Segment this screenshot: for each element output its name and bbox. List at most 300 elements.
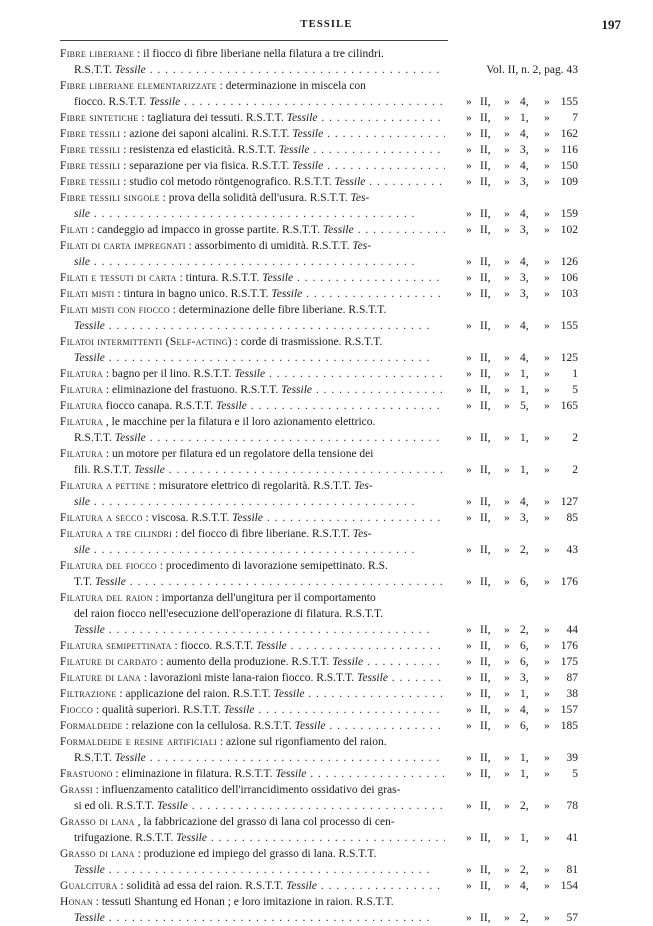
- entry-reference: [458, 878, 578, 894]
- journal-name: Tessile: [133, 464, 165, 476]
- entry-reference: [458, 462, 578, 478]
- entry-reference: [458, 686, 578, 702]
- entry-heading: Fibre tessili: [60, 160, 121, 172]
- issue-number: 1,: [520, 832, 529, 844]
- journal-name: sile: [74, 256, 90, 268]
- ditto-mark: »: [504, 224, 510, 236]
- page-reference: 155: [560, 320, 578, 332]
- entry-text: : tintura in bagno unico. R.S.T.T.: [117, 288, 269, 300]
- entry-heading: Filatura: [60, 448, 104, 460]
- entry-line: [60, 782, 400, 798]
- entry-text: : del fiocco di fibre liberiane. R.S.T.T.: [175, 528, 350, 540]
- entry-reference: [458, 766, 578, 782]
- entry-text: : qualità superiori. R.S.T.T.: [95, 704, 221, 716]
- index-entry: [0, 894, 653, 926]
- page-reference: 57: [566, 912, 578, 924]
- ditto-mark: »: [504, 160, 510, 172]
- ditto-mark: »: [504, 752, 510, 764]
- page-reference: 175: [560, 656, 578, 668]
- entry-reference: [458, 318, 578, 334]
- page-reference: 116: [561, 144, 578, 156]
- entry-reference: [458, 654, 578, 670]
- entry-line: [74, 830, 445, 846]
- volume-number: II,: [480, 672, 491, 684]
- issue-number: 2,: [520, 544, 529, 556]
- volume-number: II,: [480, 144, 491, 156]
- journal-name: Tessile: [286, 880, 317, 892]
- ditto-mark: »: [466, 320, 472, 332]
- index-entry: [0, 814, 653, 846]
- journal-name: Tes-: [352, 240, 372, 252]
- entry-line: [74, 622, 445, 638]
- volume-number: II,: [480, 880, 491, 892]
- ditto-mark: »: [466, 256, 472, 268]
- entry-heading: Grasso di lana: [60, 848, 135, 860]
- index-entry: [0, 110, 653, 126]
- entry-reference: [458, 270, 578, 286]
- entry-text: fiocco. R.S.T.T.: [74, 96, 147, 108]
- index-entry: [0, 366, 653, 382]
- ditto-mark: »: [466, 144, 472, 156]
- ditto-mark: »: [504, 656, 510, 668]
- volume-number: II,: [480, 112, 491, 124]
- entry-text: : tintura. R.S.T.T.: [179, 272, 260, 284]
- issue-number: 1,: [520, 432, 529, 444]
- entry-line: [60, 174, 445, 190]
- issue-number: 3,: [520, 144, 529, 156]
- entry-text: : produzione ed impiego del grasso di lana. R.S.T.T.: [137, 848, 377, 860]
- header-rule: [60, 40, 448, 41]
- entry-reference: [458, 574, 578, 590]
- volume-number: II,: [480, 544, 491, 556]
- entry-text: : corde di trasmissione. R.S.T.T.: [234, 336, 383, 348]
- journal-name: Tessile: [292, 160, 324, 172]
- volume-number: II,: [480, 512, 491, 524]
- ditto-mark: »: [544, 176, 550, 188]
- entry-line: [60, 670, 445, 686]
- entry-line: [74, 350, 445, 366]
- ditto-mark: »: [466, 160, 472, 172]
- volume-number: II,: [480, 368, 491, 380]
- entry-line: [60, 222, 445, 238]
- ditto-mark: »: [466, 176, 472, 188]
- page-reference: 2: [572, 432, 578, 444]
- volume-number: II,: [480, 176, 491, 188]
- page-reference: 87: [566, 672, 578, 684]
- journal-name: Tessile: [294, 720, 326, 732]
- ditto-mark: »: [466, 368, 472, 380]
- ditto-mark: »: [466, 576, 472, 588]
- page-reference: 2: [572, 464, 578, 476]
- issue-number: 1,: [520, 112, 529, 124]
- ditto-mark: »: [466, 832, 472, 844]
- index-entry: [0, 78, 653, 110]
- entry-reference: [458, 110, 578, 126]
- entry-reference: [458, 366, 578, 382]
- entry-line: [74, 494, 445, 510]
- ditto-mark: »: [544, 544, 550, 556]
- journal-name: sile: [74, 544, 90, 556]
- entry-line: [60, 846, 376, 862]
- ditto-mark: »: [544, 640, 550, 652]
- entry-reference: [458, 254, 578, 270]
- issue-number: 2,: [520, 864, 529, 876]
- ditto-mark: »: [544, 144, 550, 156]
- index-entry: [0, 478, 653, 510]
- issue-number: 4,: [520, 208, 529, 220]
- journal-name: Tessile: [215, 400, 247, 412]
- page-number: 197: [601, 17, 621, 32]
- index-entry: [0, 878, 653, 894]
- entry-reference: [458, 286, 578, 302]
- entry-reference: [458, 798, 578, 814]
- ditto-mark: »: [504, 320, 510, 332]
- ditto-mark: »: [504, 384, 510, 396]
- page-reference: 150: [560, 160, 578, 172]
- page-reference: 103: [560, 288, 578, 300]
- entry-heading: Filatura a secco: [60, 512, 143, 524]
- page-reference: 159: [560, 208, 578, 220]
- entry-heading: Filati misti: [60, 288, 115, 300]
- entry-line: [60, 638, 445, 654]
- volume-number: II,: [480, 832, 491, 844]
- issue-number: 3,: [520, 176, 529, 188]
- ditto-mark: »: [504, 576, 510, 588]
- page-reference: 155: [560, 96, 578, 108]
- issue-number: 3,: [520, 288, 529, 300]
- ditto-mark: »: [544, 880, 550, 892]
- ditto-mark: »: [504, 864, 510, 876]
- ditto-mark: »: [466, 768, 472, 780]
- volume-number: II,: [480, 432, 491, 444]
- journal-name: Tessile: [275, 768, 307, 780]
- entry-heading: Frastuono: [60, 768, 113, 780]
- ditto-mark: »: [466, 96, 472, 108]
- ditto-mark: »: [466, 720, 472, 732]
- entry-line: [60, 238, 371, 254]
- page-reference: 125: [560, 352, 578, 364]
- entry-text: trifugazione. R.S.T.T.: [74, 832, 174, 844]
- ditto-mark: »: [504, 464, 510, 476]
- volume-number: II,: [480, 768, 491, 780]
- ditto-mark: »: [504, 880, 510, 892]
- entry-heading: Fibre tessili singole: [60, 192, 160, 204]
- entry-text: : separazione per via fisica. R.S.T.T.: [123, 160, 290, 172]
- journal-name: Tessile: [232, 512, 263, 524]
- index-entry: [0, 558, 653, 590]
- ditto-mark: »: [466, 464, 472, 476]
- entry-line: [60, 382, 445, 398]
- ditto-mark: »: [466, 432, 472, 444]
- entry-reference: [458, 350, 578, 366]
- volume-number: II,: [480, 128, 491, 140]
- entry-line: [74, 462, 445, 478]
- entry-text: : bagno per il lino. R.S.T.T.: [105, 368, 232, 380]
- page-reference: 5: [572, 768, 578, 780]
- page-reference: 106: [560, 272, 578, 284]
- entry-text: : determinazione in miscela con: [219, 80, 366, 92]
- entry-line: [60, 302, 386, 318]
- page-reference: 7: [572, 112, 578, 124]
- entry-text: : aumento della produzione. R.S.T.T.: [160, 656, 330, 668]
- ditto-mark: »: [544, 464, 550, 476]
- entry-text: si ed oli. R.S.T.T.: [74, 800, 155, 812]
- ditto-mark: »: [466, 656, 472, 668]
- entry-text: : eliminazione in filatura. R.S.T.T.: [115, 768, 273, 780]
- journal-name: Tessile: [74, 912, 105, 924]
- ditto-mark: »: [544, 368, 550, 380]
- ditto-mark: »: [504, 672, 510, 684]
- ditto-mark: »: [466, 272, 472, 284]
- entry-heading: Filatura: [60, 368, 104, 380]
- entry-heading: Filatoi intermittenti (Self-acting): [60, 336, 232, 348]
- journal-name: Tessile: [74, 352, 105, 364]
- ditto-mark: »: [466, 400, 472, 412]
- volume-number: II,: [480, 496, 491, 508]
- entry-reference: [458, 702, 578, 718]
- index-entry: [0, 446, 653, 478]
- ditto-mark: »: [504, 112, 510, 124]
- index-entry: [0, 734, 653, 766]
- ditto-mark: »: [466, 288, 472, 300]
- ditto-mark: »: [504, 256, 510, 268]
- page-reference: 38: [566, 688, 578, 700]
- ditto-mark: »: [504, 128, 510, 140]
- index-entry: [0, 638, 653, 654]
- volume-number: II,: [480, 352, 491, 364]
- entry-line: [60, 190, 369, 206]
- entry-text: T.T.: [74, 576, 93, 588]
- index-entry: [0, 302, 653, 334]
- entry-text: : azione sul rigonfiamento del raion.: [219, 736, 387, 748]
- entry-text: : candeggio ad impacco in grosse partite. R.S.T.T.: [91, 224, 320, 236]
- entry-line: [60, 366, 445, 382]
- ditto-mark: »: [466, 208, 472, 220]
- entry-reference: [458, 430, 578, 446]
- entry-reference: [458, 382, 578, 398]
- ditto-mark: »: [544, 432, 550, 444]
- ditto-mark: »: [466, 352, 472, 364]
- entry-line: [60, 142, 445, 158]
- entry-heading: Gualcitura: [60, 880, 118, 892]
- index-entry: [0, 702, 653, 718]
- entry-text: : influenzamento catalitico dell'irrancidimento ossidativo dei gras-: [95, 784, 401, 796]
- entry-line: [60, 286, 445, 302]
- journal-name: Tessile: [332, 656, 364, 668]
- index-entry: [0, 654, 653, 670]
- ditto-mark: »: [544, 624, 550, 636]
- entry-text: , le macchine per la filatura e il loro azionamento elettrico.: [105, 416, 376, 428]
- ditto-mark: »: [544, 96, 550, 108]
- journal-name: Tessile: [223, 704, 255, 716]
- index-entry: [0, 270, 653, 286]
- ditto-mark: »: [544, 272, 550, 284]
- ditto-mark: »: [504, 912, 510, 924]
- volume-number: II,: [480, 224, 491, 236]
- entry-line: [60, 686, 445, 702]
- index-entry: [0, 718, 653, 734]
- entry-heading: Filatura a tre cilindri: [60, 528, 173, 540]
- ditto-mark: »: [544, 288, 550, 300]
- ditto-mark: »: [466, 752, 472, 764]
- ditto-mark: »: [466, 688, 472, 700]
- journal-name: Tes-: [350, 192, 370, 204]
- entry-reference: [458, 174, 578, 190]
- entry-reference: [458, 862, 578, 878]
- ditto-mark: »: [466, 624, 472, 636]
- entry-heading: Fibre liberiane: [60, 48, 135, 60]
- entry-text: : il fiocco di fibre liberiane nella filatura a tre cilindri.: [137, 48, 384, 60]
- journal-name: Tessile: [262, 272, 294, 284]
- entry-heading: Fibre tessili: [60, 144, 121, 156]
- entry-heading: Fiocco: [60, 704, 94, 716]
- issue-number: 1,: [520, 384, 529, 396]
- ditto-mark: »: [504, 496, 510, 508]
- entry-heading: Fibre sintetiche: [60, 112, 139, 124]
- index-entry: [0, 174, 653, 190]
- index-entry: [0, 526, 653, 558]
- journal-name: Tessile: [334, 176, 366, 188]
- index-entry: [0, 686, 653, 702]
- entry-heading: Fibre tessili: [60, 128, 121, 140]
- volume-number: II,: [480, 864, 491, 876]
- entry-text: : applicazione del raion. R.S.T.T.: [119, 688, 271, 700]
- entry-text: : tagliatura dei tessuti. R.S.T.T.: [141, 112, 284, 124]
- entry-text: : importanza dell'ungitura per il comportamento: [155, 592, 376, 604]
- page-reference: 162: [560, 128, 578, 140]
- ditto-mark: »: [544, 864, 550, 876]
- ditto-mark: »: [504, 368, 510, 380]
- ditto-mark: »: [466, 704, 472, 716]
- index-entry: [0, 190, 653, 222]
- page-reference: 81: [566, 864, 578, 876]
- entry-text: : procedimento di lavorazione semipettinato. R.S.: [159, 560, 388, 572]
- volume-number: II,: [480, 720, 491, 732]
- entry-text: : prova della solidità dell'usura. R.S.T.T.: [162, 192, 348, 204]
- issue-number: 2,: [520, 912, 529, 924]
- ditto-mark: »: [466, 112, 472, 124]
- journal-name: Tessile: [74, 320, 105, 332]
- index-entry: [0, 414, 653, 446]
- journal-name: Tes-: [352, 528, 372, 540]
- ditto-mark: »: [504, 704, 510, 716]
- journal-name: Tessile: [149, 96, 181, 108]
- entry-heading: Filati misti con fiocco: [60, 304, 170, 316]
- issue-number: 4,: [520, 704, 529, 716]
- ditto-mark: »: [466, 880, 472, 892]
- entry-heading: Filatura del raion: [60, 592, 153, 604]
- page-reference: 43: [566, 544, 578, 556]
- issue-number: 4,: [520, 352, 529, 364]
- ditto-mark: »: [544, 576, 550, 588]
- journal-name: Tessile: [74, 864, 105, 876]
- ditto-mark: »: [544, 112, 550, 124]
- page-reference: 5: [572, 384, 578, 396]
- entry-reference: [458, 94, 578, 110]
- issue-number: 5,: [520, 400, 529, 412]
- journal-name: Tessile: [281, 384, 313, 396]
- entry-reference: [458, 142, 578, 158]
- ditto-mark: »: [544, 256, 550, 268]
- entry-line: [74, 254, 445, 270]
- issue-number: 6,: [520, 656, 529, 668]
- entry-line: [74, 750, 445, 766]
- entry-text: : tessuti Shantung ed Honan ; e loro imitazione in raion. R.S.T.T.: [95, 896, 394, 908]
- page-reference: 78: [566, 800, 578, 812]
- journal-name: Tessile: [94, 576, 126, 588]
- entry-text: : misuratore elettrico di regolarità. R.S.T.T.: [152, 480, 352, 492]
- issue-number: 2,: [520, 624, 529, 636]
- ditto-mark: »: [544, 352, 550, 364]
- entry-heading: Filati di carta impregnati: [60, 240, 186, 252]
- volume-number: II,: [480, 320, 491, 332]
- ditto-mark: »: [504, 640, 510, 652]
- volume-number: II,: [480, 912, 491, 924]
- entry-line: [74, 798, 445, 814]
- ditto-mark: »: [504, 720, 510, 732]
- entry-line: [60, 654, 445, 670]
- entry-heading: Filature di cardato: [60, 656, 158, 668]
- entry-line: [60, 766, 445, 782]
- index-entry: [0, 670, 653, 686]
- entry-text: : assorbimento di umidità. R.S.T.T.: [188, 240, 350, 252]
- page-reference: 157: [560, 704, 578, 716]
- entry-text: fiocco canapa. R.S.T.T.: [105, 400, 214, 412]
- issue-number: 1,: [520, 464, 529, 476]
- issue-number: 4,: [520, 880, 529, 892]
- ditto-mark: »: [544, 720, 550, 732]
- page-reference: 102: [560, 224, 578, 236]
- entry-reference: [458, 222, 578, 238]
- entry-line: [60, 414, 375, 430]
- index-entry: [0, 766, 653, 782]
- issue-number: 4,: [520, 96, 529, 108]
- ditto-mark: »: [544, 320, 550, 332]
- entry-reference: [458, 158, 578, 174]
- ditto-mark: »: [466, 128, 472, 140]
- journal-name: sile: [74, 208, 90, 220]
- page-reference: 176: [560, 576, 578, 588]
- entry-line: [74, 318, 445, 334]
- journal-name: Tessile: [176, 832, 207, 844]
- ditto-mark: »: [504, 544, 510, 556]
- entry-text: : un motore per filatura ed un regolatore della tensione dei: [105, 448, 374, 460]
- index-entry: [0, 126, 653, 142]
- ditto-mark: »: [466, 672, 472, 684]
- entry-heading: Grassi: [60, 784, 93, 796]
- running-title: TESSILE: [300, 19, 353, 30]
- ditto-mark: »: [466, 640, 472, 652]
- ditto-mark: »: [544, 208, 550, 220]
- volume-number: II,: [480, 656, 491, 668]
- volume-number: II,: [480, 800, 491, 812]
- journal-name: Tessile: [322, 224, 354, 236]
- issue-number: 1,: [520, 368, 529, 380]
- entry-line: [74, 206, 445, 222]
- journal-name: Tessile: [273, 688, 305, 700]
- volume-number: II,: [480, 704, 491, 716]
- journal-name: Tessile: [292, 128, 324, 140]
- entry-heading: Filati e tessuti di carta: [60, 272, 177, 284]
- entry-text: , la fabbricazione del grasso di lana col processo di cen-: [137, 816, 395, 828]
- ditto-mark: »: [544, 800, 550, 812]
- issue-number: 3,: [520, 224, 529, 236]
- entry-line: [60, 558, 388, 574]
- entry-heading: Fibre tessili: [60, 176, 121, 188]
- entry-line: [74, 94, 445, 110]
- journal-name: Tessile: [278, 144, 310, 156]
- ditto-mark: »: [544, 672, 550, 684]
